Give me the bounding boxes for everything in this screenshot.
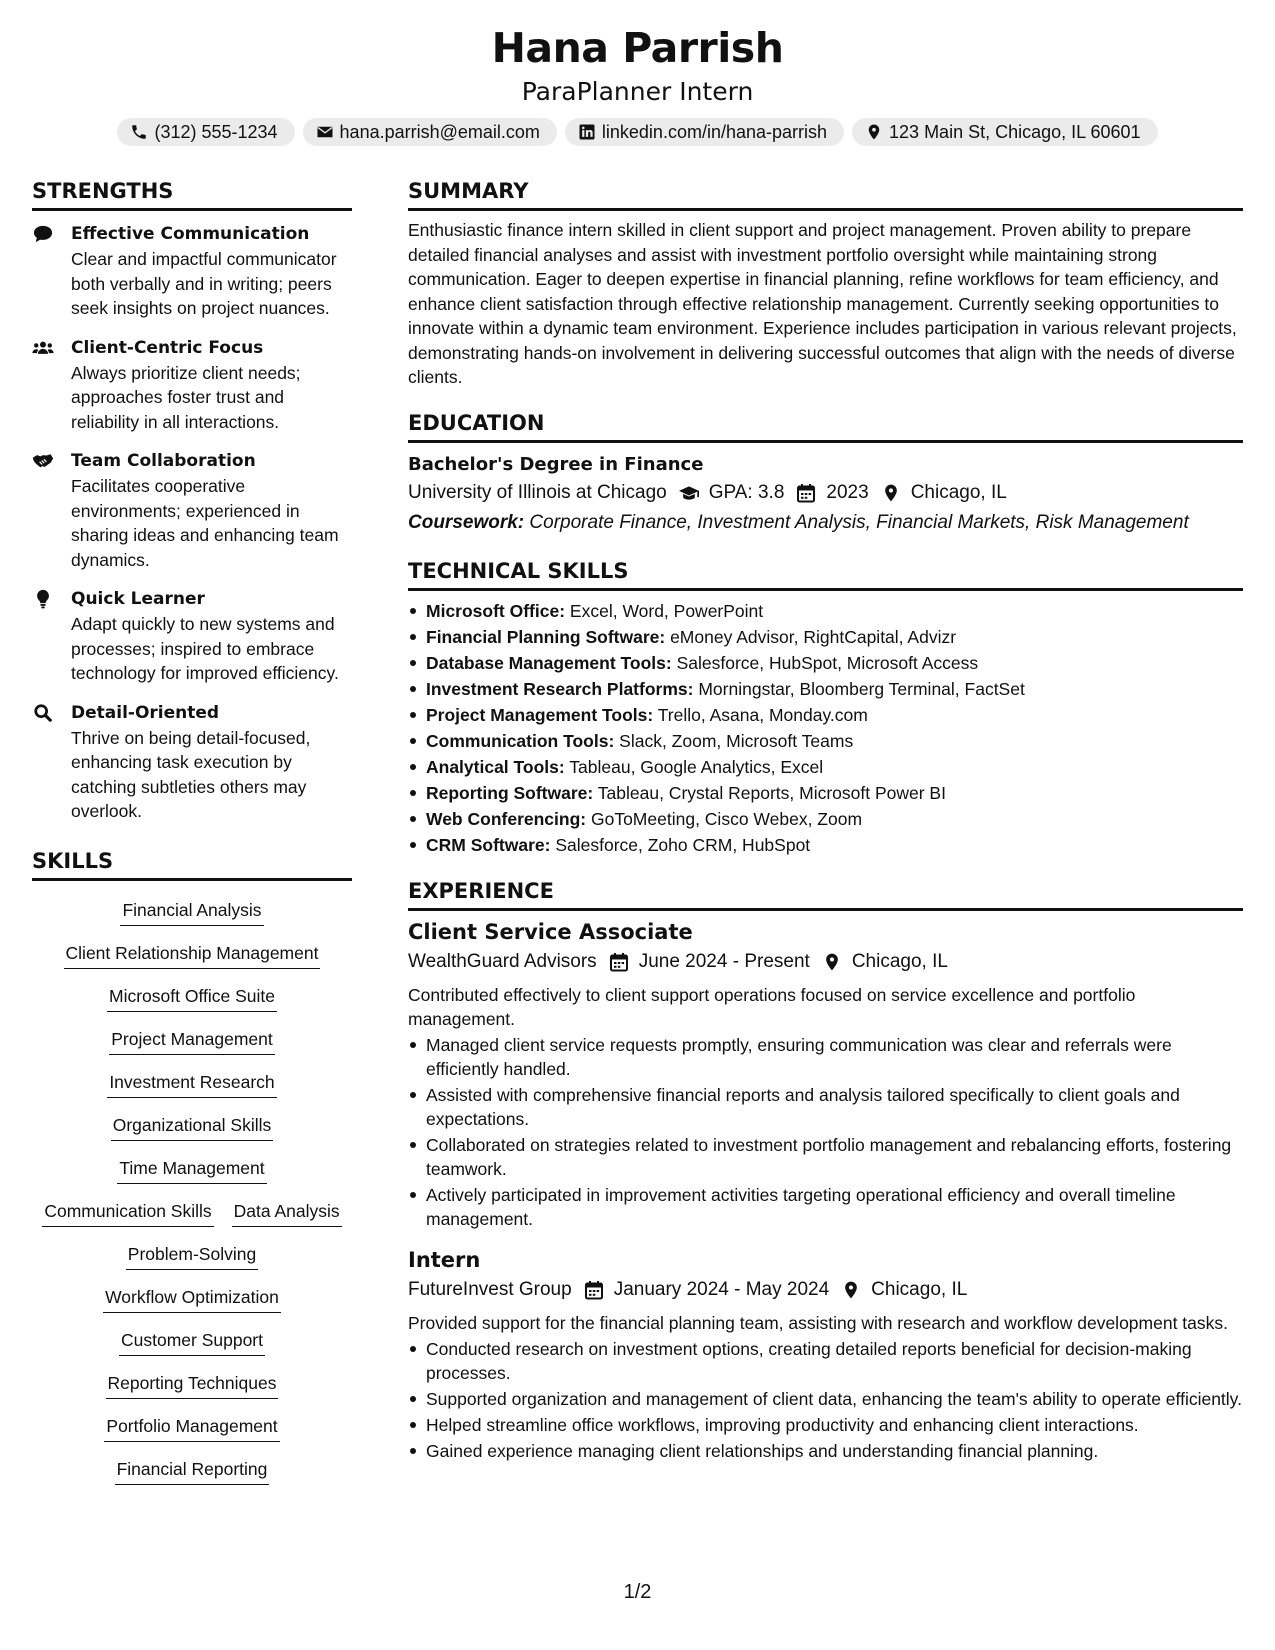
company-name: WealthGuard Advisors — [408, 950, 597, 972]
candidate-role: ParaPlanner Intern — [521, 77, 754, 106]
skill-tag: Financial Analysis — [120, 899, 263, 926]
map-pin-icon — [841, 1280, 861, 1300]
summary-text: Enthusiastic finance intern skilled in client support and project management. Proven ability to prepare detailed financial analyses and assist with investment portfolio oversight while maintaining strong communication. Eager to deepen expertise in financial planning, refine workflows for team efficiency, and enhance client satisfaction through effective relationship management. Currently seeking opportunities to innovate within a dynamic team environment. Experience includes participation in various relevant projects, demonstrating hands-on involvement in delivering successful outcomes that align with the needs of diverse clients. — [408, 220, 1237, 387]
skill-tag: Problem-Solving — [126, 1243, 258, 1270]
list-item: Supported organization and management of client data, enhancing the team's ability to operate efficiently. — [408, 1387, 1243, 1411]
graduation-cap-icon — [679, 483, 699, 503]
skills-list — [32, 899, 352, 1485]
skill-tag: Organizational Skills — [111, 1114, 274, 1141]
list-item: Actively participated in improvement activities targeting operational efficiency and overall timeline management. — [408, 1183, 1243, 1231]
list-item: Conducted research on investment options, creating detailed reports beneficial for decision-making processes. — [408, 1337, 1243, 1385]
technical-skills-list — [408, 598, 1243, 858]
strength-item: Client-Centric Focus Always prioritize client needs; approaches foster trust and reliability in all interactions. — [32, 335, 352, 435]
education-heading: EDUCATION — [408, 408, 1243, 443]
skill-tag: Communication Skills — [42, 1200, 213, 1227]
job-description: Provided support for the financial planning team, assisting with research and workflow development tasks. — [408, 1312, 1229, 1333]
technical-skills-heading: TECHNICAL SKILLS — [408, 556, 1243, 591]
strength-item: Team Collaboration Facilitates cooperative environments; experienced in sharing ideas and enhancing team dynamics. — [32, 448, 352, 572]
school-location: Chicago, IL — [910, 481, 1007, 503]
list-item: Helped streamline office workflows, improving productivity and enhancing client interactions. — [408, 1413, 1243, 1437]
calendar-icon — [584, 1280, 604, 1300]
summary-heading: SUMMARY — [408, 176, 1243, 211]
list-item: Project Management Tools: Trello, Asana, Monday.com — [408, 702, 1243, 728]
skill-tag: Financial Reporting — [115, 1458, 270, 1485]
degree-title: Bachelor's Degree in Finance — [408, 453, 704, 475]
job-entry — [408, 917, 1243, 1231]
skill-tag: Time Management — [117, 1157, 266, 1184]
skill-tag: Data Analysis — [232, 1200, 342, 1227]
job-dates: June 2024 - Present — [638, 950, 810, 972]
list-item: Analytical Tools: Tableau, Google Analytics, Excel — [408, 754, 1243, 780]
calendar-icon — [609, 952, 629, 972]
envelope-icon — [316, 123, 334, 141]
job-bullets — [408, 1033, 1243, 1231]
speech-bubble-icon — [32, 224, 54, 244]
list-item: Microsoft Office: Excel, Word, PowerPoint — [408, 598, 1243, 624]
graduation-year: 2023 — [826, 481, 869, 503]
skill-tag: Client Relationship Management — [64, 942, 321, 969]
technical-skills-section — [408, 556, 1243, 858]
list-item: Assisted with comprehensive financial reports and analysis tailored specifically to client goals and expectations. — [408, 1083, 1243, 1131]
handshake-icon — [32, 451, 54, 471]
candidate-name: Hana Parrish — [491, 24, 784, 72]
list-item: Managed client service requests promptly, ensuring communication was clear and referrals were efficiently handled. — [408, 1033, 1243, 1081]
contact-bar — [0, 118, 1275, 146]
strength-item: Quick Learner Adapt quickly to new systems and processes; inspired to embrace technology for improved efficiency. — [32, 586, 352, 686]
skill-tag: Microsoft Office Suite — [107, 985, 277, 1012]
skill-tag: Reporting Techniques — [106, 1372, 279, 1399]
resume-header — [0, 22, 1275, 146]
list-item: Collaborated on strategies related to investment portfolio management and rebalancing efforts, fostering teamwork. — [408, 1133, 1243, 1181]
skill-tag: Project Management — [109, 1028, 274, 1055]
users-icon — [32, 338, 54, 358]
job-location: Chicago, IL — [871, 1278, 968, 1300]
experience-heading: EXPERIENCE — [408, 876, 1243, 911]
list-item: CRM Software: Salesforce, Zoho CRM, HubSpot — [408, 832, 1243, 858]
job-meta — [408, 1275, 1243, 1305]
map-pin-icon — [865, 123, 883, 141]
list-item: Investment Research Platforms: Morningstar, Bloomberg Terminal, FactSet — [408, 676, 1243, 702]
magnifier-icon — [32, 703, 54, 723]
job-bullets — [408, 1337, 1243, 1463]
job-meta — [408, 947, 1243, 977]
strength-item: Detail-Oriented Thrive on being detail-focused, enhancing task execution by catching subtleties others may overlook. — [32, 700, 352, 824]
gpa: GPA: 3.8 — [708, 481, 785, 503]
job-entry — [408, 1245, 1243, 1463]
contact-address[interactable]: 123 Main St, Chicago, IL 60601 — [852, 118, 1158, 146]
list-item: Database Management Tools: Salesforce, HubSpot, Microsoft Access — [408, 650, 1243, 676]
map-pin-icon — [881, 483, 901, 503]
skill-tag: Investment Research — [107, 1071, 276, 1098]
skill-tag: Portfolio Management — [104, 1415, 279, 1442]
page-number: 1/2 — [623, 1581, 652, 1603]
list-item: Web Conferencing: GoToMeeting, Cisco Webex, Zoom — [408, 806, 1243, 832]
list-item: Financial Planning Software: eMoney Advisor, RightCapital, Advizr — [408, 624, 1243, 650]
education-meta — [408, 478, 1243, 508]
list-item: Communication Tools: Slack, Zoom, Microsoft Teams — [408, 728, 1243, 754]
skills-heading: SKILLS — [32, 846, 352, 881]
education-section — [408, 408, 1243, 538]
linkedin-icon — [578, 123, 596, 141]
phone-icon — [130, 123, 148, 141]
skill-tag: Workflow Optimization — [103, 1286, 281, 1313]
job-title: Client Service Associate — [408, 919, 693, 944]
contact-email[interactable]: hana.parrish@email.com — [303, 118, 557, 146]
list-item: Gained experience managing client relationships and understanding financial planning. — [408, 1439, 1243, 1463]
lightbulb-icon — [32, 589, 54, 609]
strengths-heading: STRENGTHS — [32, 176, 352, 211]
right-column — [408, 176, 1243, 1465]
strength-item: Effective Communication Clear and impactful communicator both verbally and in writing; peers seek insights on project nuances. — [32, 221, 352, 321]
job-title: Intern — [408, 1247, 481, 1272]
job-location: Chicago, IL — [851, 950, 948, 972]
strengths-list — [32, 221, 352, 824]
company-name: FutureInvest Group — [408, 1278, 572, 1300]
job-description: Contributed effectively to client support operations focused on service excellence and portfolio management. — [408, 984, 1136, 1029]
calendar-icon — [796, 483, 816, 503]
left-column — [32, 176, 352, 1485]
contact-linkedin[interactable]: linkedin.com/in/hana-parrish — [565, 118, 844, 146]
job-dates: January 2024 - May 2024 — [613, 1278, 830, 1300]
skill-tag: Customer Support — [119, 1329, 265, 1356]
coursework: Coursework: Corporate Finance, Investment Analysis, Financial Markets, Risk Management — [408, 511, 1189, 533]
experience-section — [408, 876, 1243, 1463]
contact-phone[interactable]: (312) 555-1234 — [117, 118, 294, 146]
map-pin-icon — [822, 952, 842, 972]
school-name: University of Illinois at Chicago — [408, 481, 667, 503]
list-item: Reporting Software: Tableau, Crystal Reports, Microsoft Power BI — [408, 780, 1243, 806]
